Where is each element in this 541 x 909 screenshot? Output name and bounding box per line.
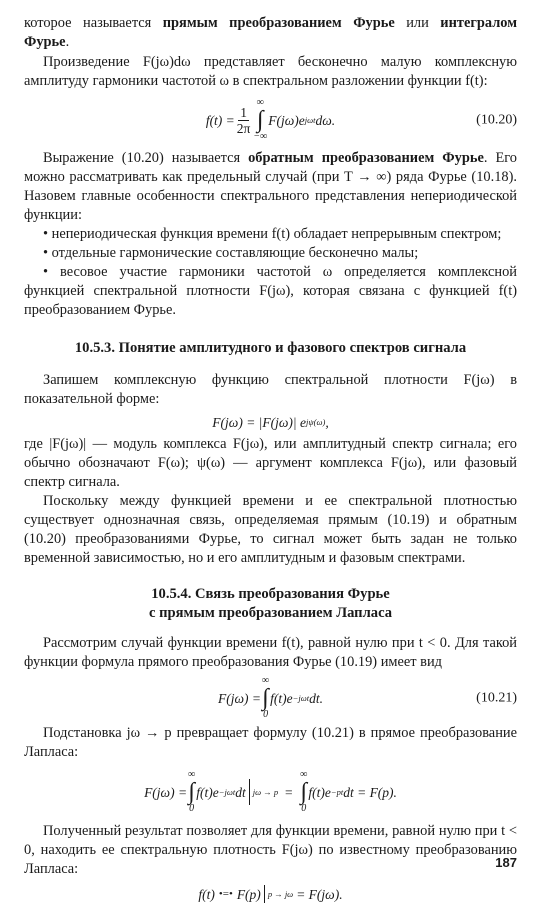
text: или <box>394 15 441 31</box>
bullet-item: • весовое участие гармоники частотой ω определяется комплексной функцией спектральной плотности F(jω), которая связана с функцией f(t) преобразованием Фурье. <box>24 264 517 318</box>
integral-sign: ∞ ∫ 0 <box>300 769 308 814</box>
heading-line: с прямым преобразованием Лапласа <box>148 605 393 621</box>
term-fourier-integral: интегралом Фурье <box>24 15 517 50</box>
text: которое называется <box>24 15 163 31</box>
paragraph-substitution: Подстановка jω → p превращает формулу (10.21) в прямое преобразование Лапласа: <box>24 725 517 760</box>
equation-number: (10.21) <box>476 690 517 706</box>
integrand: f(t)e <box>196 784 219 800</box>
differential: dt. <box>309 690 323 706</box>
correspondence-sign: •=• <box>218 887 233 900</box>
integral-sign: ∞ ∫ 0 <box>262 675 270 720</box>
differential: dω. <box>315 112 336 128</box>
eq-body: F(jω) = |F(jω)| e <box>212 414 306 430</box>
equation-10-20: f(t) = $\frac{1}{2\pi}$ ∞ ∫ −∞ F(jω)e jωt dω. (10.20) <box>205 97 517 142</box>
term-inverse-fourier: обратным преобразованием Фурье <box>248 150 484 166</box>
paragraph-inverse <box>24 149 517 225</box>
paragraph-result: Полученный результат позволяет для функции времени, равной нулю при t < 0, находить ее спектральную плотность F(jω) по известному преобразованию Лапласа: <box>24 823 517 877</box>
lower-limit: −∞ <box>253 131 268 142</box>
equation-number: (10.20) <box>476 112 517 128</box>
eq-image: F(p) <box>236 886 261 902</box>
differential: dt <box>235 784 246 800</box>
eq-lhs: F(jω) = <box>217 690 261 706</box>
paragraph-causal: Рассмотрим случай функции времени f(t), равной нулю при t < 0. Для такой функции формула прямого преобразования Фурье (10.19) имеет вид <box>24 635 517 670</box>
substitution-label: p → jω <box>267 888 294 899</box>
integral-sign: ∞ ∫ −∞ <box>253 97 268 142</box>
section-heading-10-5-4 <box>24 585 517 623</box>
page-number: 187 <box>495 855 517 870</box>
equation-laplace: F(jω) = ∞ ∫ 0 f(t)e −jωt dt jω → p = ∞ ∫ 0 f(t)e −pt dt = F(p). <box>144 769 397 814</box>
upper-limit: ∞ <box>262 675 270 686</box>
eq-rhs: = F(jω). <box>296 886 343 902</box>
lower-limit: 0 <box>301 803 307 814</box>
upper-limit: ∞ <box>188 769 196 780</box>
paragraph-product: Произведение F(jω)dω представляет бесконечно малую комплексную амплитуду гармоники частотой ω в спектральном разложении функции f(t): <box>24 54 517 89</box>
text: Выражение (10.20) называется <box>43 150 249 166</box>
equals-sign: = <box>284 784 294 800</box>
section-heading-10-5-3: 10.5.3. Понятие амплитудного и фазового спектров сигнала <box>74 340 467 356</box>
paragraph-modulus: где |F(jω)| — модуль комплекса F(jω), или амплитудный спектр сигнала; его обычно обозначают F(ω); ψ(ω) — аргумент комплекса F(jω), или фазовый спектр сигнала. <box>24 436 517 490</box>
heading-line: 10.5.4. Связь преобразования Фурье <box>151 586 390 602</box>
fraction-denominator: 2π <box>236 120 251 136</box>
lower-limit: 0 <box>263 709 269 720</box>
paragraph-intro <box>24 14 517 52</box>
substitution-label: jω → p <box>252 786 279 797</box>
eq-tail: , <box>325 414 329 430</box>
fraction <box>237 105 251 136</box>
equation-10-21: F(jω) = ∞ ∫ 0 f(t)e −jωt dt. (10.21) <box>217 675 517 720</box>
integrand: F(jω)e <box>268 112 305 128</box>
integral-sign: ∞ ∫ 0 <box>188 769 196 814</box>
eq-lhs: f(t) <box>198 886 215 902</box>
bullet-item: • непериодическая функция времени f(t) обладает непрерывным спектром; <box>43 226 502 242</box>
text: . <box>65 34 70 50</box>
term-direct-fourier: прямым преобразованием Фурье <box>162 15 395 31</box>
equation-exponential: F(jω) = |F(jω)| e jψ(ω) , <box>212 414 329 430</box>
eq-lhs: F(jω) = <box>144 784 188 800</box>
integrand: f(t)e <box>270 690 293 706</box>
eq-lhs: f(t) = <box>205 112 235 128</box>
bullet-item: • отдельные гармонические составляющие бесконечно малы; <box>43 245 419 261</box>
integrand: f(t)e <box>308 784 331 800</box>
upper-limit: ∞ <box>256 97 264 108</box>
equation-correspondence <box>24 879 517 909</box>
evaluation-bar <box>249 779 250 805</box>
text: . Его можно рассматривать как предельный случай (при T → ∞) ряда Фурье (10.18). Назовем главные особенности спектрального представления непериодической функции: <box>24 150 518 223</box>
paragraph-uniqueness: Поскольку между функцией времени и ее спектральной плотностью существует однозначная связь, определяемая прямым (10.19) и обратным (10.20) преобразованиями Фурье, то сигнал может быть задан не только временной зависимостью, но и его амплитудным и фазовым спектрами. <box>24 493 517 566</box>
upper-limit: ∞ <box>300 769 308 780</box>
paragraph-exponential-form: Запишем комплексную функцию спектральной плотности F(jω) в показательной форме: <box>24 372 517 407</box>
lower-limit: 0 <box>189 803 195 814</box>
fraction-numerator: 1 <box>240 104 247 120</box>
eq-tail: dt = F(p). <box>343 784 397 800</box>
